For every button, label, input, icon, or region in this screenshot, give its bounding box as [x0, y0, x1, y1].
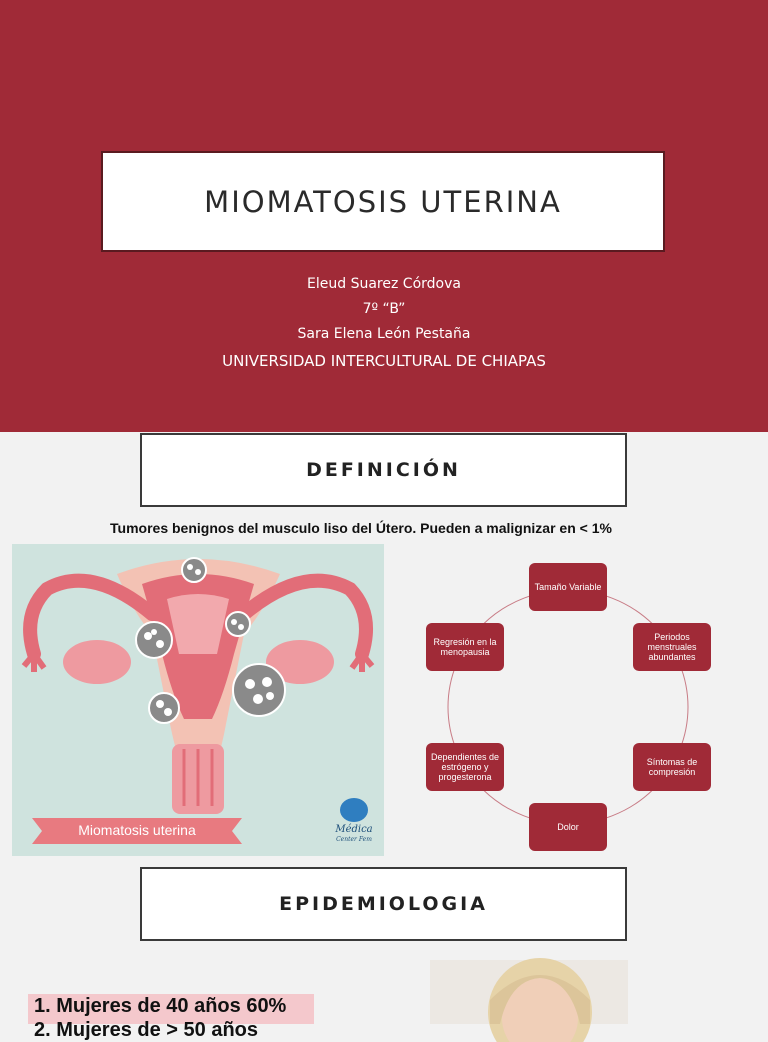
woman-photo: [430, 960, 628, 1024]
definition-heading: DEFINICIÓN: [306, 459, 461, 481]
university-name: UNIVERSIDAD INTERCULTURAL DE CHIAPAS: [222, 352, 546, 370]
list-item: 1. Mujeres de 40 años 60%: [34, 995, 287, 1017]
logo-text: Médica: [335, 824, 373, 835]
definition-text: Tumores benignos del musculo liso del Útero. Pueden a malignizar en < 1%: [110, 520, 612, 536]
epidemiology-heading-box: [140, 867, 627, 941]
cycle-ring: [440, 580, 700, 830]
epidemiology-list: [28, 994, 314, 1041]
logo-icon: [340, 798, 368, 822]
author-name-2: Sara Elena León Pestaña: [297, 326, 471, 342]
uterus-illustration: [12, 544, 384, 856]
title-box: [101, 151, 665, 252]
cycle-node-compression: Síntomas de compresión: [633, 743, 711, 791]
cycle-node-hormones: Dependientes de estrógeno y progesterona: [426, 743, 504, 791]
definition-heading-box: [140, 433, 627, 507]
image-banner-label: Miomatosis uterina: [78, 822, 196, 838]
logo-subtext: Center Fem: [336, 836, 372, 843]
group-label: 7º “B”: [362, 301, 406, 317]
title-slide: [0, 0, 768, 432]
cycle-node-heavy-periods: Periodos menstruales abundantes: [633, 623, 711, 671]
list-item: 2. Mujeres de > 50 años: [34, 1019, 258, 1041]
cycle-node-size: Tamaño Variable: [529, 563, 607, 611]
epidemiology-heading: EPIDEMIOLOGIA: [279, 893, 488, 915]
uterus-drawing: [12, 544, 384, 856]
slide-title: MIOMATOSIS UTERINA: [204, 184, 562, 219]
cycle-node-menopause: Regresión en la menopausia: [426, 623, 504, 671]
author-name-1: Eleud Suarez Córdova: [307, 276, 461, 292]
woman-photo-drawing: [430, 960, 628, 1024]
cycle-node-pain: Dolor: [529, 803, 607, 851]
